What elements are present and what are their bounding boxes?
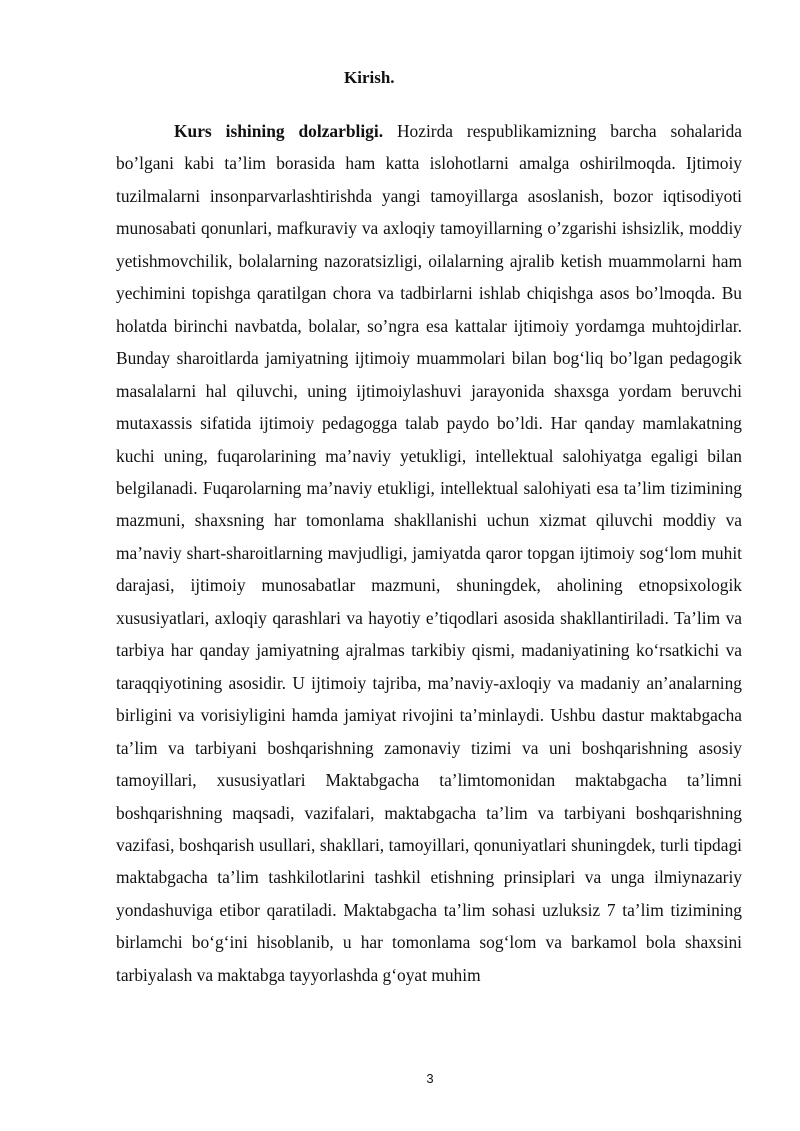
paragraph-text: Hozirda respublikamizning barcha sohalarida bo’lgani kabi ta’lim borasida ham katta islohotlarni amalga oshirilmoqda. Ijtimoiy tuzilmalarni insonparvarlashtirishda yangi tamoyillarga asoslanish, bozor iqtisodiyoti munosabati qonunlari, mafkuraviy va axloqiy tamoyillarning o’zgarishi ishsizlik, moddiy yetishmovchilik, bolalarning nazoratsizligi, oilalarning ajralib ketish muammolarni ham yechimini topishga qaratilgan chora va tadbirlarni ishlab chiqishga asos bo’lmoqda. Bu holatda birinchi navbatda, bolalar, so’ngra esa kattalar ijtimoiy yordamga muhtojdirlar. Bunday sharoitlarda jamiyatning ijtimoiy muammolari bilan bog‘liq bo’lgan pedagogik masalalarni hal qiluvchi, uning ijtimoiylashuvi jarayonida shaxsga yordam beruvchi mutaxassis sifatida ijtimoiy pedagogga talab paydo bo’ldi. Har qanday mamlakatning kuchi uning, fuqarolarining ma’naviy yetukligi, intellektual salohiyatga egaligi bilan belgilanadi. Fuqarolarning ma’naviy etukligi, intellektual salohiyati esa ta’lim tizimining mazmuni, shaxsning har tomonlama shakllanishi uchun xizmat qiluvchi moddiy va ma’naviy shart-sharoitlarning mavjudligi, jamiyatda qaror topgan ijtimoiy sog‘lom muhit darajasi, ijtimoiy munosabatlar mazmuni, shuningdek, aholining etnopsixologik xususiyatlari, axloqiy qarashlari va hayotiy e’tiqodlari asosida shakllantiriladi. Ta’lim va tarbiya har qanday jamiyatning ajralmas tarkibiy qismi, madaniyatining ko‘rsatkichi va taraqqiyotining asosidir. U ijtimoiy tajriba, ma’naviy-axloqiy va madaniy an’analarning birligini va vorisiyligini hamda jamiyat rivojini ta’minlaydi. Ushbu dastur maktabgacha ta’lim va tarbiyani boshqarishning zamonaviy tizimi va uni boshqarishning asosiy tamoyillari, xususiyatlari Maktabgacha ta’limtomonidan maktabgacha ta’limni boshqarishning maqsadi, vazifalari, maktabgacha ta’lim va tarbiyani boshqarishning vazifasi, boshqarish usullari, shakllari, tamoyillari, qonuniyatlari shuningdek, turli tipdagi maktabgacha ta’lim tashkilotlarini tashkil etishning prinsiplari va unga ilmiynazariy yondashuviga etibor qaratiladi. Maktabgacha ta’lim sohasi uzluksiz 7 ta’lim tizimining birlamchi bo‘g‘ini hisoblanib, u har tomonlama sog‘lom va barkamol bola shaxsini tarbiyalash va maktabga tayyorlashda g‘oyat muhim bbox=[116, 121, 742, 985]
section-heading: Kirish. bbox=[344, 68, 395, 87]
body-paragraph bbox=[116, 115, 742, 991]
page-number: 3 bbox=[426, 1071, 434, 1086]
paragraph-lead: Kurs ishining dolzarbligi. bbox=[174, 121, 384, 141]
